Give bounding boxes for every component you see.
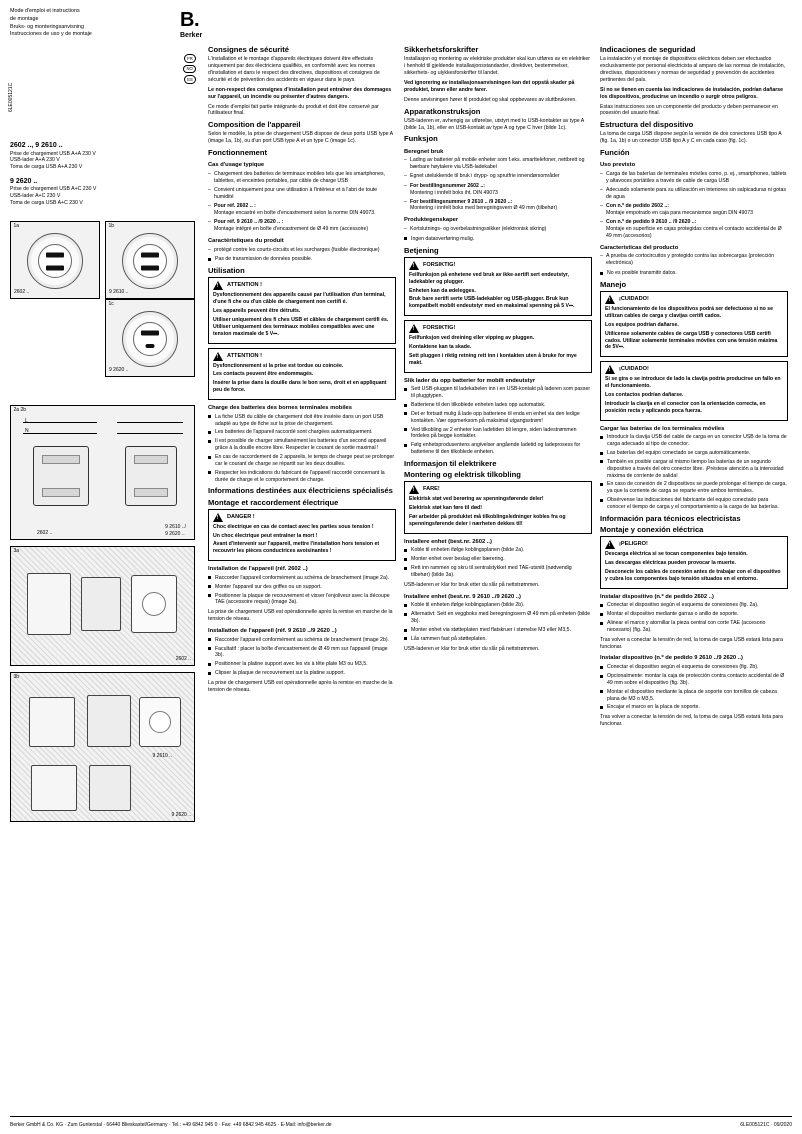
fr-install1-list (208, 575, 396, 606)
no-order-2-text: Montering i innfelt boks med beregningsvern Ø 49 mm (tilbehør) (410, 205, 558, 212)
fr-warning-2 (208, 348, 396, 400)
figure-2b-caption (165, 524, 186, 537)
header-line-1: Mode d'emploi et instructions (10, 8, 80, 14)
figure-3a-label: 3a (13, 548, 20, 555)
surface-box-graphic (29, 697, 75, 747)
es-charge-heading: Cargar las baterías de los terminales móviles (600, 425, 725, 432)
list-item: Alinear el marco y atornillar la pieza central con corte TAE (accesorio necesario) (fig. 3a). (600, 620, 788, 634)
es-safety-p1: La instalación y el montaje de dispositivos eléctricos deben ser efectuados exclusivamente por personal electricista al amparo de las normas de instalación, directivas, disposiciones y normas de seguridad y prevención de accidentes pertinentes del país. (600, 56, 786, 83)
surface-box-graphic-2 (31, 765, 77, 811)
no-danger-line-2: Elektrisk støt kan føre til død! (409, 505, 482, 512)
es-warning-2-line-3: Introducir la clavija en el conector con la orientación correcta, en posición recta y aplicando poca fuerza. (605, 400, 766, 414)
language-badges (183, 54, 196, 84)
figure-2b-caption-l2: 9 2620 .. (165, 530, 185, 537)
list-item: Conectar el dispositivo según el esquema de conexiones (fig. 2a). (600, 602, 788, 609)
list-item: Positionner la plaque de recouvrement et visser l'enjoliveur avec la découpe TAE (accessoire requis) (image 3a). (208, 593, 396, 607)
figure-3a (10, 546, 195, 666)
warning-triangle-icon (213, 281, 223, 290)
list-item: – protégé contre les courts-circuits et les surcharges (fusible électronique) (208, 247, 396, 254)
usb-port-a1-icon (46, 252, 64, 257)
fr-warning-2-line-1: Dysfonctionnement si la prise est tordue ou coincée. (213, 362, 344, 369)
no-danger-line-3: Før arbeider på produktet må tilkoblingsledninger kobles fra og spenningsførende deler i nærheten dekkes til! (409, 513, 566, 527)
es-operation-heading: Manejo (600, 280, 627, 290)
list-item (404, 199, 592, 213)
fr-typical-list (208, 171, 396, 200)
no-construction-p: USB-laderen er, avhengig av utførelse, utstyrt med to USB-kontakter av type A (bilde 1a, 1b), eller en USB-kontakt av type A og type C hver (bilde 1c). (404, 117, 584, 131)
no-warning-1-title: FORSIKTIG! (423, 261, 456, 268)
fr-features-heading: Caractéristiques du produit (208, 237, 284, 244)
fr-install1-note: La prise de chargement USB est opérationnelle après la remise en marche de la tension de réseau. (208, 609, 393, 623)
badge-es: ES (184, 75, 197, 84)
brand-logo (180, 10, 230, 40)
es-warning-2 (600, 361, 788, 420)
list-item: Introducir la clavija USB del cable de carga en un conector USB de la toma de carga adecuado al tipo de conector. (600, 434, 788, 448)
no-charge-list (404, 386, 592, 456)
header-line-2: de montage (10, 15, 39, 22)
no-danger-line-1: Elektrisk støt ved berøring av spenningsførende deler! (409, 496, 544, 503)
document-code-vertical: 6LE005121C (8, 82, 14, 112)
figure-1a-caption: 2602 .. (14, 289, 30, 296)
product-2-line-3: Toma de carga USB A+C 230 V (10, 200, 83, 207)
list-item (208, 203, 396, 217)
list-item: Følg enhetsprodusentens angivelser angående ladetid og ladeprosess for batteriene til den tilkoblede enheten. (404, 442, 592, 456)
es-install2-heading: Instalar dispositivo (n.º de pedido 9 2610 ../9 2620 ..) (600, 655, 743, 662)
document-header (10, 8, 792, 39)
list-item: Il est possible de charger simultanément les batteries d'un second appareil grâce à la douille encore libre. Respecter le courant de sortie maximal ! (208, 438, 396, 452)
list-item: Respecter les indications du fabricant de l'appareil raccordé concernant la durée de charge et le comportement de charge. (208, 470, 396, 484)
figure-1c (105, 299, 195, 377)
figure-1c-label: 1c (108, 301, 114, 308)
figure-3b-caption-1: 9 2610 .. (152, 752, 172, 759)
warning-triangle-icon (605, 365, 615, 374)
es-danger-title: ¡PELIGRO! (619, 541, 648, 548)
es-warning-1-line-2: Los equipos podrían dañarse. (605, 321, 679, 328)
fr-safety-p3: Ce mode d'emploi fait partie intégrante du produit et doit être conservé par l'utilisateur final. (208, 103, 379, 117)
list-item: Ingen dataoverføring mulig. (404, 236, 592, 243)
usb-port-a2-icon-2 (141, 265, 159, 270)
fr-composition-p: Selon le modèle, la prise de chargement USB dispose de deux ports USB type A (image 1a, 1b), ou d'un port USB type A et un type C (image 1c). (208, 131, 393, 145)
figure-2b-caption-l1: 9 2610 ../ (165, 524, 186, 531)
es-safety-heading: Indicaciones de seguridad (600, 45, 696, 55)
es-warning-1-title: ¡CUIDADO! (619, 296, 649, 303)
wire-L (23, 422, 97, 423)
figure-3b-label: 3b (13, 674, 20, 681)
fr-install2-heading: Installation de l'appareil (réf. 9 2610 ../9 2620 ..) (208, 628, 337, 635)
fr-pro-heading: Informations destinées aux électriciens spécialisés (208, 486, 393, 496)
fr-mount-heading: Montage et raccordement électrique (208, 497, 339, 507)
product-1-line-3: Toma de carga USB A+A 230 V (10, 164, 83, 171)
device-2b-graphic (125, 446, 177, 506)
fr-features-list-2 (208, 256, 396, 263)
figure-1a-label: 1a (13, 223, 20, 230)
product-2-title: 9 2620 .. (10, 178, 38, 186)
fr-charge-list (208, 414, 396, 484)
figure-3b-caption-2: 9 2620 .. (171, 812, 191, 819)
es-install1-note: Tras volver a conectar la tensión de red, la toma de carga USB estará lista para funcionar. (600, 636, 783, 650)
fr-function-heading: Fonctionnement (208, 148, 268, 158)
fr-warning-2-title: ATTENTION ! (227, 352, 263, 359)
es-warning-2-title: ¡CUIDADO! (619, 366, 649, 373)
header-line-4: Instrucciones de uso y de montaje (10, 31, 92, 38)
es-warning-1-line-1: El funcionamiento de los dispositivos podrá ser defectuoso si no se utilizan cables de carga y clavijas certifi cados. (605, 306, 774, 319)
list-item (404, 183, 592, 197)
list-item: Obsérvense las indicaciones del fabricante del equipo conectado para conocer el tiempo de carga y el comportamiento a la carga de las baterías. (600, 497, 788, 511)
list-item: – Convient uniquement pour une utilisation à l'intérieur et à l'abri de toute humidité (208, 187, 396, 201)
figure-3a-caption: 2602 .. (175, 656, 191, 663)
fr-install1-heading: Installation de l'appareil (réf. 2602 ..) (208, 566, 308, 573)
no-warning-1-line-3: Bruk bare sertifi serte USB-ladekabler og USB-plugger. Bruk kun kompatibelt mobilt endeutstyr med en maksimal spenning på 5 V⎓. (409, 296, 575, 310)
wire-N (23, 433, 97, 434)
fr-composition-heading: Composition de l'appareil (208, 120, 301, 130)
list-item: Koble til enheten ifølge koblingsplanen (bilde 2a). (404, 547, 592, 554)
no-safety-p3: Denne anvisningen hører til produktet og skal oppbevares av sluttbrukeren. (404, 96, 577, 103)
no-intended-list (404, 157, 592, 180)
warning-triangle-icon (213, 513, 223, 522)
list-item: Monter enhet over beslag eller bærering. (404, 556, 592, 563)
no-install2-note: USB-laderen er klar for bruk etter du slår på nettstrømmen. (404, 645, 540, 652)
product-1-title: 2602 .., 9 2610 .. (10, 142, 63, 150)
es-order-2-title: Con n.º de pedido 9 2610 .. /9 2620 ..: (606, 219, 697, 226)
terminal-label-L: L (25, 417, 28, 424)
figure-1a (10, 221, 100, 299)
no-pro-heading: Informasjon til elektrikere (404, 459, 497, 469)
list-item: La fiche USB du câble de chargement doit être insérée dans un port USB adapté au type de fiche sur la prise de chargement. (208, 414, 396, 428)
no-warning-2-line-3: Sett pluggen i riktig retning rett inn i kontakten uten å bruke for mye makt. (409, 352, 577, 366)
list-item: Montar el dispositivo mediante garras o anillo de soporte. (600, 611, 788, 618)
support-plate-graphic (87, 695, 131, 747)
es-danger-line-2: Las descargas eléctricas pueden provocar la muerte. (605, 559, 736, 566)
warning-triangle-icon (605, 295, 615, 304)
logo-letter: B. (180, 9, 199, 31)
fr-safety-p1: L'installation et le montage d'appareils électriques doivent être effectués uniquement par des électriciens qualifiés, en conformité avec les normes d'installation et dans le respect des directives, dispositions et consignes de sécurité et de prévention des accidents en vigueur dans le pays. (208, 56, 380, 83)
no-props-heading: Produktegenskaper (404, 217, 459, 224)
usb-socket-graphic-2 (122, 233, 178, 289)
fr-order-2-text: Montage intégré en boîte d'encastrement de Ø 49 mm (accessoire) (214, 225, 369, 232)
fr-warning-2-line-2: Les contacts peuvent être endommagés. (213, 371, 314, 378)
list-item: Conectar el dispositivo según el esquema de conexiones (fig. 2b). (600, 664, 788, 671)
socket-inner-3 (133, 322, 167, 356)
figure-1b (105, 221, 195, 299)
es-order-2-text: Montaje en superficie en cajas protegidas contra el contacto accidental de Ø 49 mm (accesorios) (606, 225, 782, 239)
no-construction-heading: Apparatkonstruksjon (404, 106, 481, 116)
warning-triangle-icon (213, 352, 223, 361)
no-order-list (404, 183, 592, 212)
list-item (208, 219, 396, 233)
figure-2a-caption: 2602 .. (37, 530, 53, 537)
no-order-2-title: For bestillingsnummer 9 2610 .. /9 2620 ..: (410, 198, 513, 205)
list-item: Sett USB-pluggen til ladekabelen inn i en USB-kontakt på laderen som passer til pluggtypen. (404, 386, 592, 400)
list-item: Encajar el marco en la placa de soporte. (600, 704, 788, 711)
cover-plate-graphic (131, 575, 177, 633)
no-warning-1-line-1: Feilfunksjon på enhetene ved bruk av ikke-sertifi sert endeutstyr, ladekabler og plugger. (409, 271, 569, 285)
es-install2-list (600, 664, 788, 711)
fr-danger-line-3: Avant d'intervenir sur l'appareil, mettre l'installation hors tension et recouvrir les pièces conductrices avoisinantes ! (213, 541, 380, 555)
es-danger-line-3: Desconecte los cables de conexión antes de trabajar con el dispositivo y cubra los componentes bajo tensión situados en el entorno. (605, 568, 781, 582)
fr-features-list (208, 247, 396, 254)
product-1-line-1: Prise de chargement USB A+A 230 V (10, 150, 96, 157)
no-danger-title: FARE! (423, 486, 440, 493)
no-install1-note: USB-laderen er klar for bruk etter du slår på nettstrømmen. (404, 581, 540, 588)
list-item: En cas de raccordement de 2 appareils, le temps de charge peut se prolonger car le courant de charge se répartit sur les deux douilles. (208, 454, 396, 468)
es-warning-1-line-3: Utilicense solamente cables de carga USB y conectores USB certifi cados. Utilizar solamente terminales móviles con una tensión máxima de 5V⎓. (605, 330, 778, 351)
list-item: Positionner la platine support avec les vis à tête plate M3 ou M3,5. (208, 661, 396, 668)
frame-graphic (139, 697, 181, 747)
no-danger-box (404, 481, 592, 533)
list-item: Raccorder l'appareil conformément au schéma de branchement (image 2b). (208, 637, 396, 644)
es-structure-p: La toma de carga USB dispone según la versión de dos conectores USB tipo A (fig. 1a, 1b) o un conector USB tipo A y C en cada caso (fig. 1c). (600, 131, 782, 145)
fr-install2-note: La prise de chargement USB est opérationnelle après la remise en marche de la tension de réseau. (208, 680, 393, 693)
figure-2a-2b (10, 405, 195, 540)
list-item: Monter enhet via støtteplaten med flatskruer i størrelse M3 eller M3,5. (404, 627, 592, 634)
fr-order-1-text: Montage encastré en boîte d'encastrement selon la norme DIN 49073. (214, 210, 376, 217)
no-warning-2-line-2: Kontaktene kan ta skade. (409, 343, 472, 350)
list-item: – Carga de las baterías de terminales móviles como, p. ej., smartphones, tablets y altavoces portátiles a través de cable de carga USB (600, 171, 788, 185)
es-structure-heading: Estructura del dispositivo (600, 120, 694, 130)
fr-warning-1-line-1: Dysfonctionnement des appareils causé par l'utilisation d'un terminal, d'une fi che ou d'un câble de chargement non certifi é. (213, 292, 386, 306)
es-order-list (600, 203, 788, 239)
fr-order-list (208, 203, 396, 232)
warning-triangle-icon (409, 261, 419, 270)
list-item: Ved tilkobling av 2 enheter kan ladetiden bli lengre, siden ladestrømmen fordeles på begge kontakter. (404, 427, 592, 441)
list-item: Montar el dispositivo mediante la placa de soporte con tornillos de cabeza plana de M3 o M3,5. (600, 689, 788, 703)
list-item: Facultatif : placer la boîte d'encastrement de Ø 49 mm sur l'appareil (image 3b). (208, 646, 396, 660)
product-2-line-2: USB-lader A+C 230 V (10, 193, 61, 200)
no-charge-heading: Slik lader du opp batterier for mobilt endeutstyr (404, 377, 536, 384)
list-item: Pas de transmission de données possible. (208, 256, 396, 263)
usb-port-a-icon-3 (141, 330, 159, 335)
list-item: – Lading av batterier på mobile enheter som f.eks. smarttelefoner, nettbrett og bærbare høytalere via USB-ladekabel (404, 157, 592, 171)
list-item: Les batteries de l'appareil raccordé sont chargées automatiquement. (208, 429, 396, 436)
no-install1-list (404, 547, 592, 578)
socket-inner-2 (133, 244, 167, 278)
no-operation-heading: Betjening (404, 245, 439, 255)
insert-graphic (81, 577, 121, 631)
figure-1b-label: 1b (108, 223, 115, 230)
list-item (600, 203, 788, 217)
support-plate-graphic-2 (89, 765, 131, 811)
no-function-heading: Funksjon (404, 134, 438, 144)
no-warning-2-line-1: Feilfunksjon ved dreining eller vipping av pluggen. (409, 335, 535, 342)
no-props-list-2 (404, 236, 592, 243)
usb-port-a1-icon-2 (141, 252, 159, 257)
column-products-figures (10, 45, 200, 827)
es-danger-box (600, 536, 788, 588)
column-norwegian (404, 45, 592, 827)
device-2a-graphic (33, 446, 89, 506)
usb-socket-graphic (27, 233, 83, 289)
header-line-3: Bruks- og monteringsanvisning (10, 23, 85, 30)
footer-company: Berker GmbH & Co. KG · Zum Gunterstal · 66440 Blieskastel/Germany · Tel.: +49 6842 945 0 · Fax: +49 6842 945 4625 · E-Mail: info@berker.de (10, 1122, 332, 1129)
column-spanish (600, 45, 788, 827)
fr-warning-1-line-2: Les appareils peuvent être détruits. (213, 308, 301, 315)
footer-code: 6LE005121C · 09/2020 (740, 1122, 792, 1129)
fr-typical-heading: Cas d'usage typique (208, 162, 265, 169)
no-install2-list (404, 602, 592, 642)
list-item: – Egnet utelukkende til bruk i drypp- og sprutfrie innendørsområder (404, 173, 592, 180)
fr-warning-1-title: ATTENTION ! (227, 282, 263, 289)
usb-port-a2-icon (46, 265, 64, 270)
es-order-1-text: Montaje empotrado en caja para mecanismos según DIN 49073 (606, 210, 754, 217)
list-item: En caso de conexión de 2 dispositivos se puede prolongar el tiempo de carga, ya que la corriente de carga se reparte entre ambos terminales. (600, 481, 788, 495)
figure-2-label: 2a 2b (13, 407, 27, 414)
warning-triangle-icon (409, 485, 419, 494)
product-1-line-2: USB-lader A+A 230 V (10, 157, 60, 164)
no-safety-heading: Sikkerhetsforskrifter (404, 45, 479, 55)
fr-warning-2-line-3: Insérer la prise dans la douille dans le bon sens, droit et en appliquant peu de force. (213, 380, 387, 394)
fr-danger-title: DANGER ! (227, 513, 255, 520)
es-warning-2-line-2: Los contactos podrían dañarse. (605, 392, 684, 398)
es-props-heading: Características del producto (600, 244, 679, 251)
es-danger-line-1: Descarga eléctrica si se tocan componentes bajo tensión. (605, 551, 748, 558)
list-item: Lås rammen fast på støtteplaten. (404, 636, 592, 643)
no-intended-heading: Beregnet bruk (404, 148, 444, 155)
list-item (600, 219, 788, 240)
no-safety-p2: Ved ignorering av installasjonsanvisningen kan det oppstå skader på produktet, brann eller andre farer. (404, 80, 575, 93)
page-footer (10, 1116, 792, 1134)
fr-safety-heading: Consignes de sécurité (208, 45, 290, 55)
es-order-1-title: Con n.º de pedido 2602 ..: (606, 203, 669, 210)
list-item: Alternativt: Sett en veggboks med beregningsvern Ø 49 mm på enheten (bilde 3b). (404, 611, 592, 625)
list-item: Opcionalmente: montar la caja de protección contra contacto accidental de Ø 49 mm sobre el dispositivo (fig. 3b). (600, 673, 788, 687)
figure-3b (10, 672, 195, 822)
es-intended-list (600, 171, 788, 200)
es-function-heading: Función (600, 148, 630, 158)
fr-safety-p2: Le non-respect des consignes d'installation peut entraîner des dommages sur l'appareil, un incendie ou présenter d'autres dangers. (208, 86, 392, 100)
list-item: – Chargement des batteries de terminaux mobiles tels que les smartphones, tablettes, et enceintes portables, par câble de charge USB (208, 171, 396, 185)
no-order-1-title: For bestillingsnummer 2602 ..: (410, 182, 485, 189)
usb-socket-graphic-3 (122, 311, 178, 367)
list-item: Raccorder l'appareil conformément au schéma de branchement (image 2a). (208, 575, 396, 582)
no-safety-p1: Installasjon og montering av elektriske produkter skal kun utføres av en elektriker i henhold til gjeldende installasjonsstandarder, direktiver, bestemmelser, sikkerhets- og ulykkesforskrifter til landet. (404, 56, 590, 77)
list-item: – Adecuado solamente para su utilización en interiores sin salpicaduras ni gotas de agua (600, 187, 788, 201)
fr-warning-1 (208, 277, 396, 343)
fr-danger-box (208, 509, 396, 561)
es-install1-list (600, 602, 788, 633)
product-2-line-1: Prise de chargement USB A+C 230 V (10, 186, 97, 193)
badge-fr: FR (184, 54, 197, 63)
es-props-list (600, 253, 788, 267)
list-item: Clipser la plaque de recouvrement sur la platine support. (208, 670, 396, 677)
es-warning-1 (600, 291, 788, 357)
fr-charge-heading: Charge des batteries des bornes terminales mobiles (208, 405, 353, 411)
no-order-1-text: Montering i innfelt boks iht. DIN 49073 (410, 189, 498, 196)
fr-warning-1-line-3: Utiliser uniquement des fi ches USB et câbles de chargement certifi és. Utiliser uniquement des terminaux mobiles compatibles avec une tension maximale de 5 V⎓. (213, 316, 389, 337)
list-item: Rett inn rammen og skru til sentralstykket med TAE-utsnitt (nødvendig tilbehør) (bilde 3a). (404, 565, 592, 579)
no-install1-heading: Installere enhet (best.nr. 2602 ..) (404, 538, 492, 545)
no-install2-heading: Installere enhet (best.nr. 9 2610 ../9 2620 ..) (404, 593, 521, 600)
figure-1c-caption: 9 2620 .. (109, 367, 129, 374)
fr-order-2-title: Pour réf. 9 2610 .. /9 2620 .. : (214, 219, 284, 226)
list-item: No es posible transmitir datos. (600, 270, 788, 277)
es-charge-list (600, 434, 788, 511)
es-intended-heading: Uso previsto (600, 162, 636, 169)
fr-use-heading: Utilisation (208, 266, 245, 276)
fr-danger-line-1: Choc électrique en cas de contact avec les parties sous tension ! (213, 523, 374, 530)
list-item: – A prueba de cortocircuitos y protegido contra las sobrecargas (protección electrónica) (600, 253, 788, 267)
warning-triangle-icon (409, 324, 419, 333)
header-title-block (10, 8, 178, 39)
list-item: Batteriene til den tilkoblede enheten lades opp automatisk. (404, 402, 592, 409)
list-item: También es posible cargar al mismo tiempo las baterías de un segundo dispositivo a través del otro conector libre. ¡Préstese atención a la intensidad máxima de corriente de salida! (600, 459, 788, 480)
fr-order-1-title: Pour réf. 2602 .. : (214, 203, 256, 210)
es-props-list-2 (600, 270, 788, 277)
badge-no: NO (183, 65, 196, 74)
list-item: Monter l'appareil sur des griffes ou un support. (208, 584, 396, 591)
fr-install2-list (208, 637, 396, 677)
column-french (208, 45, 396, 827)
fr-danger-line-2: Un choc électrique peut entraîner la mort ! (213, 532, 318, 539)
figure-1b-caption: 9 2610 .. (109, 289, 129, 296)
es-mount-heading: Montaje y conexión eléctrica (600, 525, 704, 535)
warning-triangle-icon (605, 540, 615, 549)
es-safety-p3: Estas instrucciones son un componente del producto y deben permanecer en posesión del usuario final. (600, 103, 778, 117)
no-warning-1-line-2: Enheten kan da ødelegges. (409, 287, 476, 294)
terminal-label-N: N (25, 427, 29, 434)
es-safety-p2: Si no se tienen en cuenta las indicaciones de instalación, podrían dañarse los dispositivos, producirse un incendio o surgir otros peligros. (600, 86, 784, 100)
mounting-box-graphic (27, 573, 71, 635)
usb-port-c-icon (146, 344, 155, 348)
list-item: Koble til enheten ifølge koblingsplanen (bilde 2b). (404, 602, 592, 609)
no-mount-heading: Montering og elektrisk tilkobling (404, 470, 521, 480)
es-install1-heading: Instalar dispositivo (n.º de pedido 2602 ..) (600, 593, 714, 600)
list-item: Las baterías del equipo conectado se carga automáticamente. (600, 450, 788, 457)
no-warning-2-title: FORSIKTIG! (423, 325, 456, 332)
es-install2-note: Tras volver a conectar la tensión de red, la toma de carga USB estará lista para funcionar. (600, 714, 783, 728)
no-warning-1 (404, 257, 592, 316)
list-item: – Kortslutnings- og overbelastningssikker (elektronisk sikring) (404, 226, 592, 233)
logo-name: Berker (180, 32, 203, 39)
no-props-list (404, 226, 592, 233)
wire-N-2 (117, 433, 183, 434)
list-item: Det er fortsatt mulig å lade opp batteriene til enda en enhet via den ledige kontakten. Vær oppmerksom på maksimal utgangsstrøm! (404, 411, 592, 425)
es-pro-heading: Información para técnicos electricistas (600, 513, 741, 523)
wire-L-2 (117, 422, 183, 423)
socket-inner (38, 244, 72, 278)
no-warning-2 (404, 320, 592, 372)
es-warning-2-line-1: Si se gira o se introduce de lado la clavija podría producirse un fallo en el funcionamiento. (605, 376, 781, 390)
